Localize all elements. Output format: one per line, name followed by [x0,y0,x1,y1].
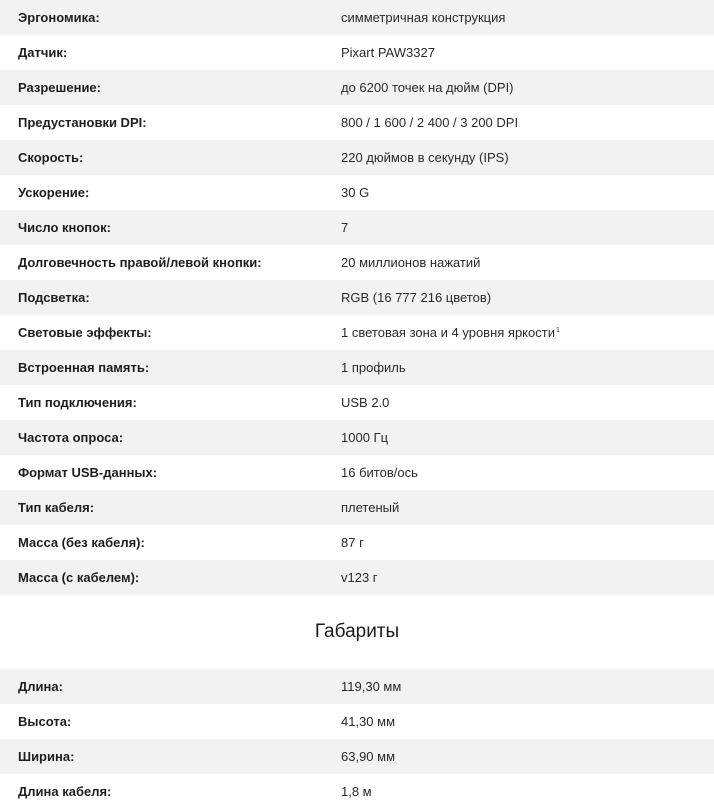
spec-key: Число кнопок: [18,220,111,235]
dimensions-heading: Габариты [0,595,714,669]
spec-row-weight-with-cable [0,560,714,595]
spec-value: симметричная конструкция [341,10,506,25]
spec-value: до 6200 точек на дюйм (DPI) [341,80,514,95]
spec-value: плетеный [341,500,400,515]
spec-key: Длина: [18,679,63,694]
dim-row-length [0,669,714,704]
spec-row-button-durability [0,245,714,280]
spec-row-dpi-presets [0,105,714,140]
spec-key: Ширина: [18,749,75,764]
spec-key: Долговечность правой/левой кнопки: [18,255,262,270]
dim-row-cable-length [0,774,714,809]
dimensions-table [0,669,714,809]
spec-value: 119,30 мм [341,679,402,694]
spec-row-buttons [0,210,714,245]
spec-key: Масса (с кабелем): [18,570,140,585]
spec-key: Скорость: [18,150,84,165]
footnote-marker: 1 [555,326,560,334]
spec-key: Масса (без кабеля): [18,535,145,550]
dim-row-height [0,704,714,739]
spec-row-cable-type [0,490,714,525]
spec-key: Предустановки DPI: [18,115,147,130]
spec-key: Эргономика: [18,10,100,25]
spec-value: 63,90 мм [341,749,396,764]
spec-row-onboard-memory [0,350,714,385]
spec-key: Разрешение: [18,80,101,95]
spec-key: Частота опроса: [18,430,124,445]
spec-row-lighting [0,280,714,315]
spec-value: Pixart PAW3327 [341,45,435,60]
spec-row-light-effects [0,315,714,350]
spec-key: Тип подключения: [18,395,137,410]
spec-row-polling-rate [0,420,714,455]
spec-key: Датчик: [18,45,68,60]
spec-row-connection [0,385,714,420]
spec-value: RGB (16 777 216 цветов) [341,290,492,305]
spec-value: 87 г [341,535,364,550]
spec-row-sensor [0,35,714,70]
spec-key: Встроенная память: [18,360,150,375]
spec-value: 220 дюймов в секунду (IPS) [341,150,509,165]
spec-value-text: 1 световая зона и 4 уровня яркости [341,325,555,340]
spec-row-usb-format [0,455,714,490]
spec-value: 1000 Гц [341,430,389,445]
spec-key: Подсветка: [18,290,90,305]
spec-value: 30 G [341,185,370,200]
spec-key: Формат USB-данных: [18,465,158,480]
spec-row-resolution [0,70,714,105]
spec-row-acceleration [0,175,714,210]
spec-key: Высота: [18,714,72,729]
spec-row-weight-no-cable [0,525,714,560]
dim-row-width [0,739,714,774]
spec-value: 41,30 мм [341,714,396,729]
spec-value: USB 2.0 [341,395,390,410]
spec-key: Световые эффекты: [18,325,152,340]
spec-value: 20 миллионов нажатий [341,255,481,270]
spec-key: Тип кабеля: [18,500,95,515]
spec-value: v123 г [341,570,378,585]
spec-key: Ускорение: [18,185,90,200]
spec-value: 1,8 м [341,784,372,799]
spec-row-speed [0,140,714,175]
spec-value: 800 / 1 600 / 2 400 / 3 200 DPI [341,115,519,130]
spec-value: 7 [341,220,349,235]
spec-value [341,325,714,340]
spec-row-ergonomics [0,0,714,35]
spec-value: 1 профиль [341,360,406,375]
spec-key: Длина кабеля: [18,784,112,799]
spec-value: 16 битов/ось [341,465,418,480]
